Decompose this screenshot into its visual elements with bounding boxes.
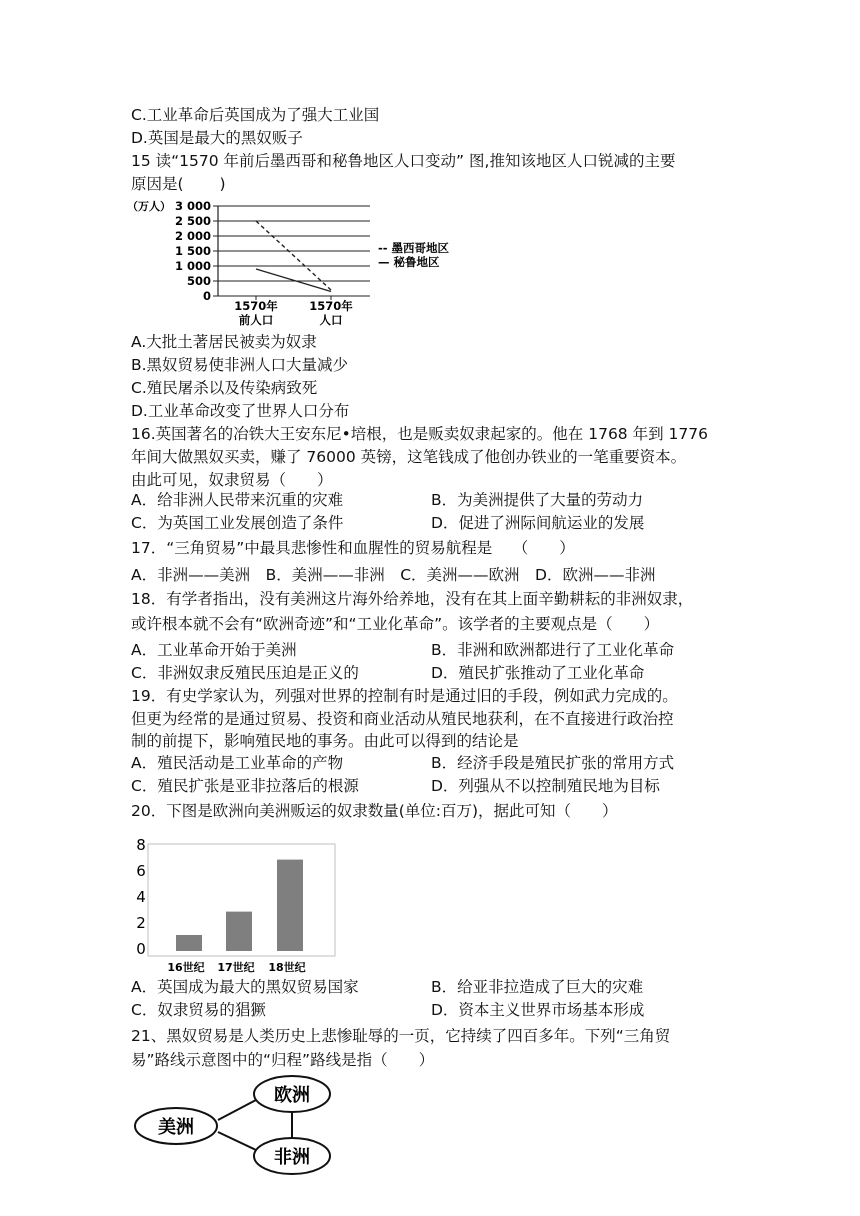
option-14d: D.英国是最大的黑奴贩子	[131, 129, 303, 147]
question-18-stem-cont: 或许根本就不会有“欧洲奇迹”和“工业化革命”。该学者的主要观点是（ ）	[131, 615, 660, 633]
legend-item: — 秘鲁地区	[378, 255, 440, 269]
y-tick-label: 3 000	[174, 199, 211, 213]
y-tick-label: 2 500	[174, 214, 211, 228]
node-europe-label: 欧洲	[274, 1085, 310, 1106]
route-america-europe	[218, 1100, 256, 1120]
x-tick-label: 1570年	[234, 299, 278, 313]
x-tick-label: 18世纪	[268, 961, 306, 974]
question-17-stem: 17．“三角贸易”中最具悲惨性和血腥性的贸易航程是 （ ）	[131, 539, 575, 557]
option-19a: A．殖民活动是工业革命的产物	[131, 754, 344, 772]
question-21-stem-cont: 易”路线示意图中的“归程”路线是指（ ）	[131, 1051, 435, 1069]
option-16b: B．为美洲提供了大量的劳动力	[431, 491, 644, 509]
option-15d: D.工业革命改变了世界人口分布	[131, 402, 350, 420]
option-20b: B．给亚非拉造成了巨大的灾难	[431, 978, 644, 996]
y-tick-label: 500	[186, 274, 211, 288]
slave-trade-bar-chart	[128, 826, 348, 976]
option-20c: C．奴隶贸易的猖獗	[131, 1001, 266, 1019]
bar	[176, 935, 202, 951]
question-19-stem-end: 制的前提下，影响殖民地的事务。由此可以得到的结论是	[131, 732, 519, 750]
question-16-stem-end: 由此可见，奴隶贸易（ ）	[131, 471, 333, 489]
node-africa-label: 非洲	[274, 1147, 310, 1168]
option-15a: A.大批土著居民被卖为奴隶	[131, 333, 317, 351]
x-tick-label: 人口	[319, 313, 343, 327]
option-19b: B．经济手段是殖民扩张的常用方式	[431, 754, 675, 772]
question-19-stem: 19．有史学家认为，列强对世界的控制有时是通过旧的手段，例如武力完成的。	[131, 687, 678, 705]
option-20d: D．资本主义世界市场基本形成	[431, 1001, 645, 1019]
y-tick-label: 0	[202, 289, 211, 303]
option-16c: C．为英国工业发展创造了条件	[131, 514, 344, 532]
option-18b: B．非洲和欧洲都进行了工业化革命	[431, 641, 675, 659]
x-tick-label: 17世纪	[217, 961, 255, 974]
y-tick-label: 4	[136, 888, 146, 906]
option-18d: D．殖民扩张推动了工业化革命	[431, 664, 645, 682]
option-19c: C．殖民扩张是亚非拉落后的根源	[131, 777, 359, 795]
triangle-trade-diagram	[128, 1070, 348, 1180]
option-18a: A．工业革命开始于美洲	[131, 641, 297, 659]
y-tick-label: 6	[136, 862, 146, 880]
options-17: A．非洲——美洲 B．美洲——非洲 C．美洲——欧洲 D．欧洲——非洲	[131, 566, 656, 584]
y-tick-label: 2	[136, 914, 146, 932]
route-america-africa	[218, 1132, 256, 1150]
bar	[277, 860, 303, 951]
option-20a: A．英国成为最大的黑奴贸易国家	[131, 978, 359, 996]
y-tick-label: 8	[136, 836, 146, 854]
population-line-chart	[125, 196, 485, 328]
question-16-stem: 16.英国著名的冶铁大王安东尼•培根，也是贩卖奴隶起家的。他在 1768 年到 1776	[131, 425, 708, 443]
question-16-stem-cont: 年间大做黑奴买卖，赚了 76000 英镑，这笔钱成了他创办铁业的一笔重要资本。	[131, 448, 687, 466]
option-15c: C.殖民屠杀以及传染病致死	[131, 379, 318, 397]
question-21-stem: 21、黑奴贸易是人类历史上悲惨耻辱的一页，它持续了四百多年。下列“三角贸	[131, 1027, 671, 1045]
option-18c: C．非洲奴隶反殖民压迫是正义的	[131, 664, 359, 682]
y-tick-label: 2 000	[174, 229, 211, 243]
question-20-stem: 20．下图是欧洲向美洲贩运的奴隶数量(单位:百万)，据此可知（ ）	[131, 802, 618, 820]
legend-item: -- 墨西哥地区	[378, 241, 450, 255]
x-tick-label: 1570年	[309, 299, 353, 313]
option-16d: D．促进了洲际间航运业的发展	[431, 514, 645, 532]
option-16a: A．给非洲人民带来沉重的灾难	[131, 491, 344, 509]
bar	[226, 912, 252, 951]
node-america-label: 美洲	[158, 1117, 194, 1138]
x-tick-label: 前人口	[238, 313, 274, 327]
y-tick-label: 1 000	[174, 259, 211, 273]
x-tick-label: 16世纪	[167, 961, 205, 974]
y-tick-label: 0	[136, 940, 146, 958]
option-19d: D．列强从不以控制殖民地为目标	[431, 777, 660, 795]
option-14c: C.工业革命后英国成为了强大工业国	[131, 106, 380, 124]
question-15-stem-cont: 原因是( )	[131, 175, 226, 193]
y-axis-unit-label: （万人）	[127, 200, 171, 213]
option-15b: B.黑奴贸易使非洲人口大量减少	[131, 356, 349, 374]
y-tick-label: 1 500	[174, 244, 211, 258]
question-18-stem: 18．有学者指出，没有美洲这片海外给养地，没有在其上面辛勤耕耘的非洲奴隶，	[131, 590, 694, 608]
question-19-stem-cont: 但更为经常的是通过贸易、投资和商业活动从殖民地获利，在不直接进行政治控	[131, 710, 674, 728]
question-15-stem: 15 读“1570 年前后墨西哥和秘鲁地区人口变动” 图,推知该地区人口锐减的主要	[131, 152, 676, 170]
